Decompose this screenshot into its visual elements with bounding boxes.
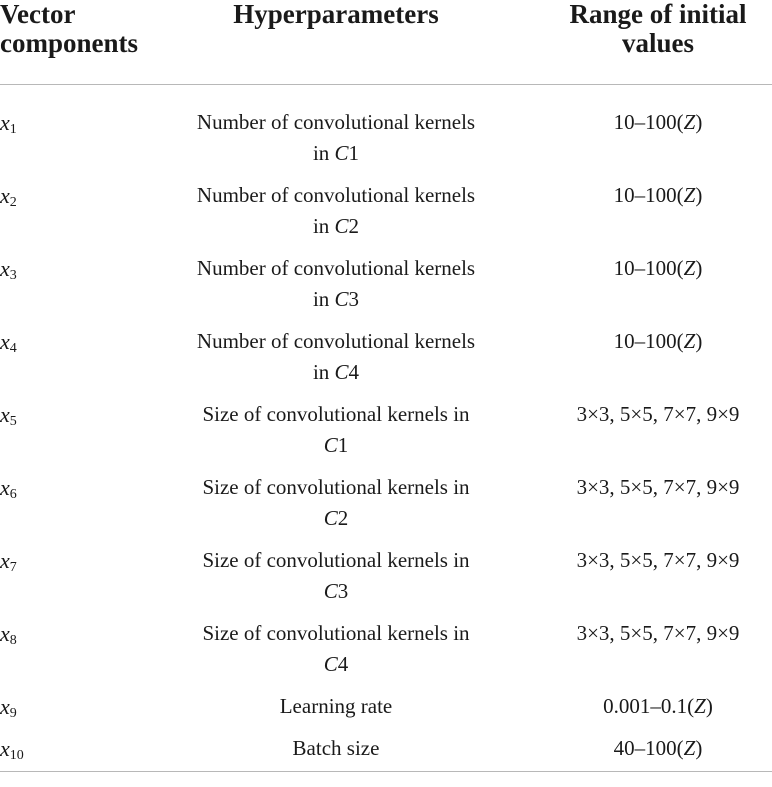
table-header [0,0,772,85]
hyperparameter-line-1: Size of convolutional kernels in [202,402,470,426]
hyperparameter-line-1: Size of convolutional kernels in [202,548,470,572]
var-symbol: x [0,329,10,354]
table-row [0,326,772,399]
var-subscript: 2 [9,195,17,210]
var-subscript: 5 [9,414,17,429]
var-symbol: x [0,621,10,646]
range-cell [544,399,772,472]
range-prefix: 3×3, 5×5, 7×7, 9×9 [576,621,740,645]
hyperparameter-cell [128,472,544,545]
table-row [0,180,772,253]
range-cell [544,253,772,326]
range-cell [544,326,772,399]
hyp-suffix: 2 [348,214,360,238]
hyp-prefix: in [312,360,335,384]
hyp-italic: C [323,579,338,603]
hyperparameter-cell [128,733,544,772]
range-prefix: 10–100( [613,110,684,134]
hyperparameter-cell [128,545,544,618]
range-prefix: 10–100( [613,329,684,353]
var-subscript: 4 [9,341,17,356]
hyperparameter-cell [128,180,544,253]
var-subscript: 9 [9,706,17,721]
table-row [0,618,772,691]
range-suffix: ) [695,736,703,760]
var-subscript: 3 [9,268,17,283]
hyp-suffix: 2 [337,506,349,530]
hyp-prefix: in [312,141,335,165]
var-symbol: x [0,548,10,573]
hyp-suffix: 3 [337,579,349,603]
range-cell [544,180,772,253]
var-symbol: x [0,402,10,427]
vector-component-cell [0,733,128,772]
hyp-italic: C [323,652,338,676]
hyp-italic: C [334,141,349,165]
range-prefix: 10–100( [613,183,684,207]
header-hyper-label: Hyperparameters [233,0,439,29]
var-symbol: x [0,256,10,281]
hyperparameter-cell [128,85,544,181]
range-italic: Z [683,256,696,280]
vector-component-cell [0,472,128,545]
hyp-suffix: 3 [348,287,360,311]
hyperparameter-line-2 [128,503,544,534]
hyp-suffix: 1 [337,433,349,457]
hyperparameter-line-1: Batch size [292,736,380,760]
var-symbol: x [0,475,10,500]
hyperparameter-line-1: Number of convolutional kernels [196,183,476,207]
range-cell [544,472,772,545]
hyperparameter-line-1: Number of convolutional kernels [196,329,476,353]
var-symbol: x [0,736,10,761]
range-prefix: 0.001–0.1( [603,694,695,718]
hyperparameter-line-2 [128,211,544,242]
hyp-prefix: in [312,287,335,311]
table-row [0,545,772,618]
hyperparameter-cell [128,691,544,733]
vector-component-cell [0,618,128,691]
var-symbol: x [0,694,10,719]
header-range-label: Range of initial values [569,0,747,58]
range-cell [544,691,772,733]
hyperparameter-cell [128,326,544,399]
table-row [0,691,772,733]
hyp-italic: C [334,360,349,384]
table-body [0,85,772,772]
header-vector-label: Vector components [0,0,139,58]
hyperparameter-line-2 [128,576,544,607]
var-symbol: x [0,110,10,135]
table-row [0,253,772,326]
hyperparameter-line-2 [128,649,544,680]
hyperparameter-line-1: Size of convolutional kernels in [202,475,470,499]
var-subscript: 6 [9,487,17,502]
vector-component-cell [0,545,128,618]
range-prefix: 10–100( [613,256,684,280]
range-prefix: 3×3, 5×5, 7×7, 9×9 [576,475,740,499]
var-subscript: 1 [9,122,17,137]
range-italic: Z [683,736,696,760]
vector-component-cell [0,253,128,326]
hyperparameter-line-2 [128,138,544,169]
range-cell [544,618,772,691]
var-symbol: x [0,183,10,208]
range-prefix: 3×3, 5×5, 7×7, 9×9 [576,548,740,572]
hyperparameter-line-1: Learning rate [279,694,393,718]
hyperparameter-line-1: Size of convolutional kernels in [202,621,470,645]
range-prefix: 3×3, 5×5, 7×7, 9×9 [576,402,740,426]
hyperparameter-cell [128,618,544,691]
hyperparameter-cell [128,253,544,326]
hyp-italic: C [323,433,338,457]
hyperparameter-line-2 [128,430,544,461]
hyp-suffix: 4 [348,360,360,384]
range-italic: Z [683,329,696,353]
table-row [0,733,772,772]
vector-component-cell [0,399,128,472]
range-suffix: ) [695,110,703,134]
range-cell [544,733,772,772]
range-suffix: ) [695,329,703,353]
vector-component-cell [0,180,128,253]
hyperparameter-line-1: Number of convolutional kernels [196,256,476,280]
hyperparameter-line-2 [128,284,544,315]
range-prefix: 40–100( [613,736,684,760]
var-subscript: 10 [9,748,24,763]
header-row [0,0,772,85]
hyp-italic: C [334,287,349,311]
hyp-suffix: 1 [348,141,360,165]
hyp-italic: C [334,214,349,238]
var-subscript: 7 [9,560,17,575]
hyp-prefix: in [312,214,335,238]
range-italic: Z [683,183,696,207]
range-italic: Z [694,694,706,718]
vector-component-cell [0,326,128,399]
header-range [544,0,772,85]
table-row [0,399,772,472]
hyperparameter-cell [128,399,544,472]
hyp-suffix: 4 [337,652,349,676]
vector-component-cell [0,85,128,181]
range-suffix: ) [695,183,703,207]
header-vector-components [0,0,139,85]
range-suffix: ) [705,694,713,718]
header-hyperparameters [128,0,544,85]
range-suffix: ) [695,256,703,280]
table-row [0,85,772,181]
range-italic: Z [683,110,696,134]
range-cell [544,545,772,618]
hyperparameter-line-1: Number of convolutional kernels [196,110,476,134]
vector-component-cell [0,691,128,733]
hyperparameter-line-2 [128,357,544,388]
range-cell [544,85,772,181]
var-subscript: 8 [9,633,17,648]
hyp-italic: C [323,506,338,530]
table-row [0,472,772,545]
